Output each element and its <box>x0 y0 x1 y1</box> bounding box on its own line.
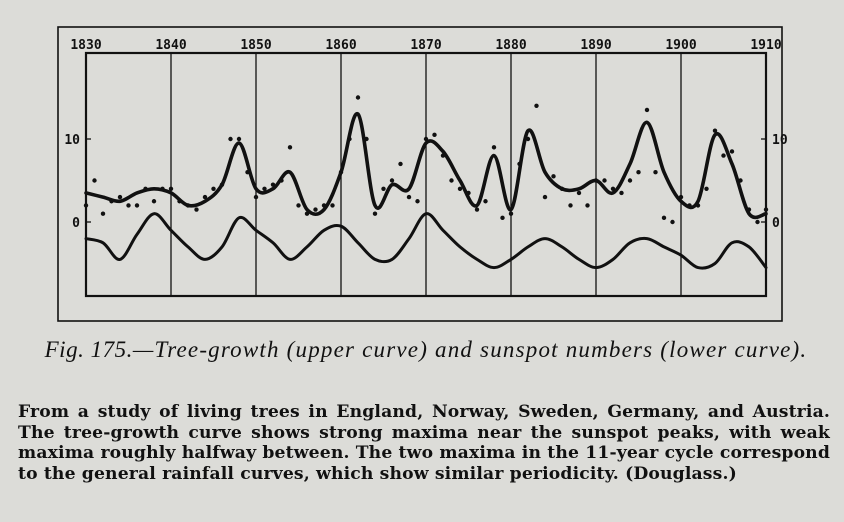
tree-growth-point-1871 <box>432 133 436 137</box>
tree-growth-point-1898 <box>662 216 666 220</box>
tree-growth-point-1897 <box>653 170 657 174</box>
figure-caption <box>20 337 832 363</box>
tree-growth-point-1832 <box>101 212 105 216</box>
tree-growth-point-1857 <box>313 207 317 211</box>
tree-growth-point-1862 <box>356 95 360 99</box>
tree-growth-point-1910 <box>764 207 768 211</box>
tree-growth-point-1868 <box>407 195 411 199</box>
tree-growth-point-1830 <box>84 203 88 207</box>
y-right-tick-label-0: 0 <box>772 216 780 231</box>
tree-growth-point-1909 <box>755 220 759 224</box>
tree-growth-point-1859 <box>330 203 334 207</box>
tree-growth-point-1885 <box>551 174 555 178</box>
tree-growth-point-1874 <box>458 187 462 191</box>
x-tick-label-1860: 1860 <box>325 38 357 53</box>
x-tick-label-1870: 1870 <box>410 38 442 53</box>
tree-growth-point-1845 <box>211 187 215 191</box>
y-right-tick-label-10: 10 <box>772 133 788 148</box>
x-tick-label-1890: 1890 <box>580 38 612 53</box>
tree-growth-point-1884 <box>543 195 547 199</box>
tree-growth-point-1838 <box>152 199 156 203</box>
tree-growth-point-1903 <box>704 187 708 191</box>
tree-growth-point-1867 <box>398 162 402 166</box>
x-tick-label-1840: 1840 <box>155 38 187 53</box>
y-left-tick-label-10: 10 <box>64 133 80 148</box>
tree-growth-point-1879 <box>500 216 504 220</box>
tree-growth-point-1836 <box>135 203 139 207</box>
tree-growth-point-1883 <box>534 104 538 108</box>
figure-description: From a study of living trees in England, Norway, Sweden, Germany, and Austria. The tree-growth curve shows strong maxima near the sunspot peaks, with weak maxima roughly halfway between. The two maxima in the 11-year cycle correspond to the general rainfall curves, which show similar periodicity. (Douglass.) <box>18 402 830 484</box>
tree-growth-point-1843 <box>194 207 198 211</box>
tree-growth-point-1891 <box>602 178 606 182</box>
y-left-tick-label-0: 0 <box>72 216 80 231</box>
x-tick-label-1910: 1910 <box>750 38 782 53</box>
tree-growth-point-1873 <box>449 178 453 182</box>
tree-growth-point-1869 <box>415 199 419 203</box>
tree-growth-point-1847 <box>228 137 232 141</box>
tree-growth-point-1906 <box>730 149 734 153</box>
tree-growth-point-1887 <box>568 203 572 207</box>
tree-growth-point-1834 <box>118 195 122 199</box>
tree-growth-point-1889 <box>585 203 589 207</box>
tree-growth-point-1877 <box>483 199 487 203</box>
tree-growth-point-1855 <box>296 203 300 207</box>
tree-growth-point-1893 <box>619 191 623 195</box>
tree-growth-point-1865 <box>381 187 385 191</box>
tree-growth-point-1878 <box>492 145 496 149</box>
tree-growth-point-1848 <box>237 137 241 141</box>
tree-growth-point-1850 <box>254 195 258 199</box>
tree-growth-point-1899 <box>670 220 674 224</box>
tree-growth-point-1894 <box>628 178 632 182</box>
x-tick-labels <box>70 38 781 53</box>
figure-caption-text: —Tree-growth (upper curve) and sunspot numbers (lower curve). <box>132 337 808 362</box>
tree-growth-point-1895 <box>636 170 640 174</box>
tree-growth-point-1880 <box>509 212 513 216</box>
tree-growth-point-1896 <box>645 108 649 112</box>
tree-growth-point-1831 <box>92 178 96 182</box>
tree-growth-point-1888 <box>577 191 581 195</box>
tree-growth-point-1835 <box>126 203 130 207</box>
figure-label: Fig. 175. <box>44 337 133 362</box>
x-tick-label-1900: 1900 <box>665 38 697 53</box>
x-tick-label-1830: 1830 <box>70 38 102 53</box>
x-tick-label-1880: 1880 <box>495 38 527 53</box>
x-tick-label-1850: 1850 <box>240 38 272 53</box>
tree-growth-point-1905 <box>721 153 725 157</box>
tree-growth-point-1866 <box>390 178 394 182</box>
tree-growth-point-1876 <box>475 207 479 211</box>
tree-growth-point-1854 <box>288 145 292 149</box>
tree-growth-point-1864 <box>373 212 377 216</box>
